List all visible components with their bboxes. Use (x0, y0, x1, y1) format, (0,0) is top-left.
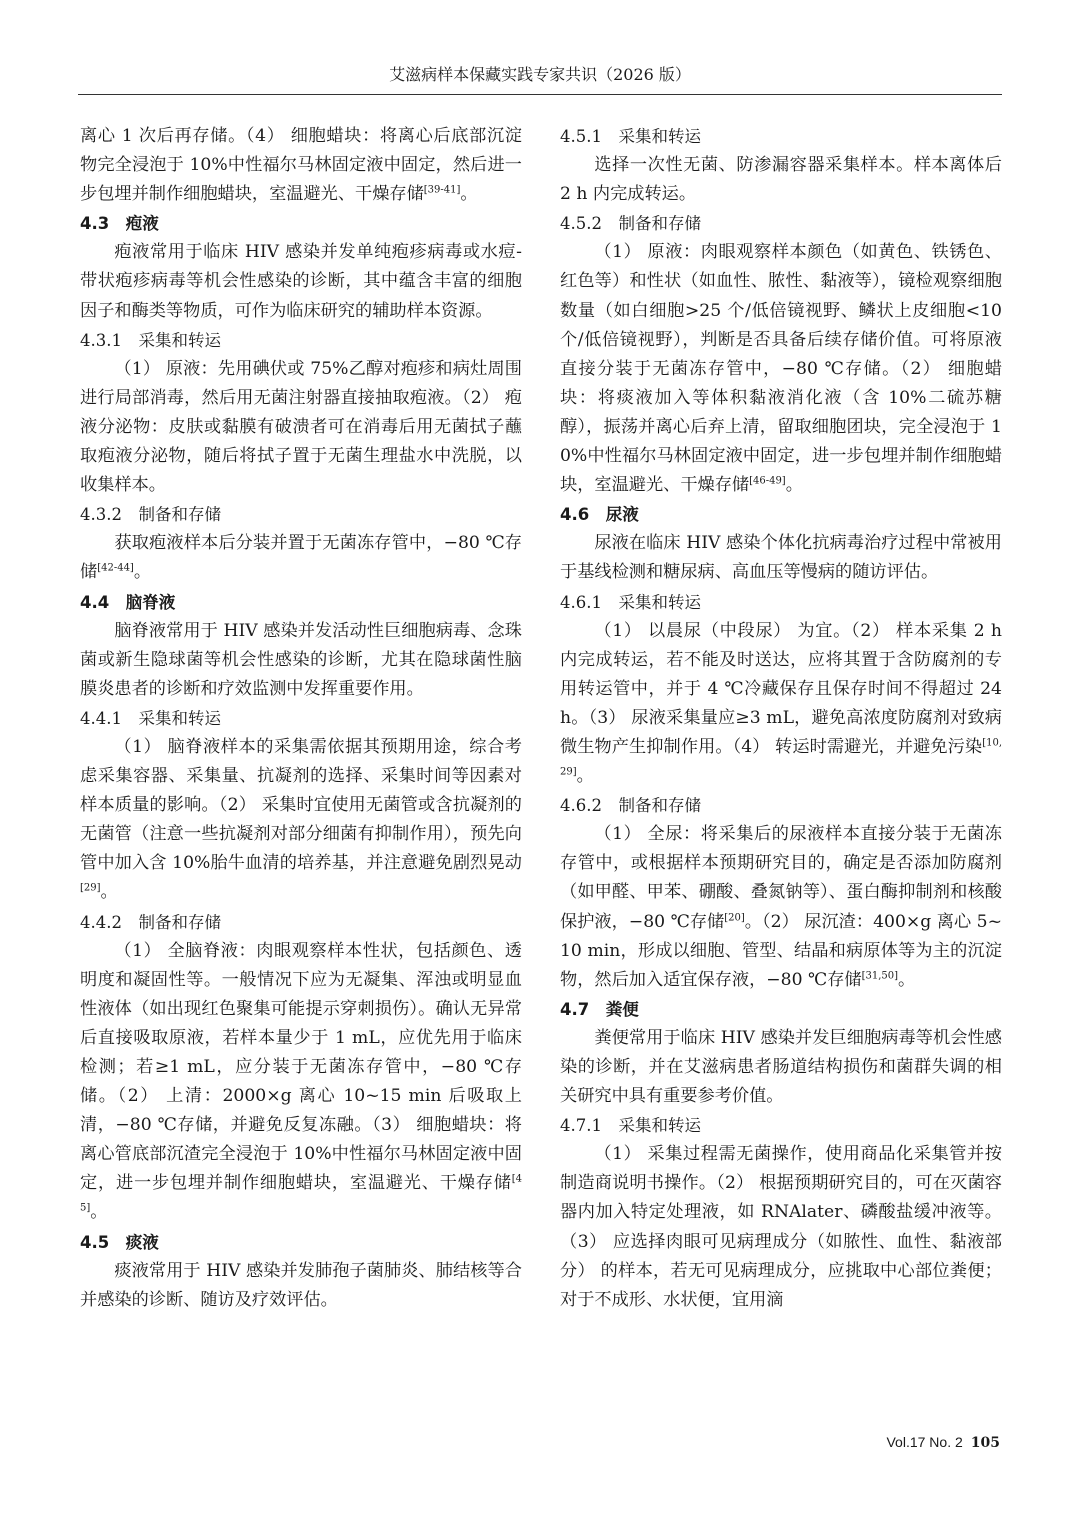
citation-ref: [20] (724, 911, 745, 923)
page-footer (886, 1434, 1000, 1451)
paragraph-text: 4.4.2 制备和存储 (80, 912, 221, 932)
subsection-heading (80, 908, 522, 937)
body-paragraph (80, 238, 522, 325)
body-paragraph (560, 238, 1002, 500)
paragraph-text: 选择一次性无菌、防渗漏容器采集样本。样本离体后 2 h 内完成转运。 (560, 155, 1002, 205)
subsection-heading (560, 209, 1002, 238)
paragraph-text: 粪便常用于临床 HIV 感染并发巨细胞病毒等机会性感染的诊断，并在艾滋病患者肠道结构损伤和菌群失调的相关研究中具有重要参考价值。 (560, 1027, 1002, 1107)
paragraph-text: 脑脊液常用于 HIV 感染并发活动性巨细胞病毒、念珠菌或新生隐球菌等机会性感染的诊断，尤其在隐球菌性脑膜炎患者的诊断和疗效监测中发挥重要作用。 (80, 620, 522, 699)
paragraph-text: 4.7 粪便 (560, 999, 639, 1019)
body-paragraph (80, 733, 522, 908)
paragraph-text: 4.5.2 制备和存储 (560, 214, 701, 234)
paragraph-text: 4.3 疱液 (80, 214, 159, 234)
paragraph-tail: 。 (133, 562, 152, 583)
paragraph-text: 4.5 痰液 (80, 1232, 159, 1252)
paragraph-tail: 。 (90, 1202, 108, 1223)
paragraph-text: （1） 以晨尿（中段尿） 为宜。（2） 样本采集 2 h 内完成转运，若不能及时送达，应将其置于含防腐剂的专用转运管中，并于 4 ℃冷藏保存且保存时间不得超过 24 h。（3） 尿液采集量应≥3 mL，避免高浓度防腐剂对致病微生物产生抑制作用。（4） 转运时需避光，并避免污染 (560, 620, 1002, 757)
paragraph-text: （1） 原液：肉眼观察样本颜色（如黄色、铁锈色、红色等）和性状（如血性、脓性、黏液等），镜检观察细胞数量（如白细胞>25 个/低倍镜视野、鳞状上皮细胞<10 个/低倍镜视野），判断是否具备后续存储价值。可将原液直接分装于无菌冻存管中，−80 ℃存储。（2） 细胞蜡块：将痰液加入等体积黏液消化液（含 10%二硫苏糖醇），振荡并离心后弃上清，留取细胞团块，完全浸泡于 10%中性福尔马林固定液中固定，进一步包埋并制作细胞蜡块，室温避光、干燥存储 (560, 242, 1002, 496)
citation-ref: [46-49] (749, 475, 786, 487)
paragraph-tail: 。 (576, 766, 594, 787)
paragraph-text: （1） 全尿：将采集后的尿液样本直接分装于无菌冻存管中，或根据样本预期研究目的，确定是否添加防腐剂（如甲醛、甲苯、硼酸、叠氮钠等）、蛋白酶抑制剂和核酸保护液，−80 ℃存储 (560, 824, 1002, 932)
subsection-heading (560, 122, 1002, 151)
body-paragraph (560, 529, 1002, 587)
section-heading (560, 500, 1002, 529)
section-heading (80, 588, 522, 617)
paragraph-text: 获取疱液样本后分装并置于无菌冻存管中，−80 ℃存储 (80, 533, 522, 583)
body-paragraph (560, 1024, 1002, 1111)
paragraph-text: 4.6.2 制备和存储 (560, 796, 701, 816)
paragraph-text: 4.5.1 采集和转运 (560, 127, 701, 146)
subsection-heading (560, 1111, 1002, 1140)
paragraph-text: （1） 原液：先用碘伏或 75%乙醇对疱疹和病灶周围进行局部消毒，然后用无菌注射器直接抽取疱液。（2） 疱液分泌物：皮肤或黏膜有破溃者可在消毒后用无菌拭子蘸取疱液分泌物，随后将拭子置于无菌生理盐水中洗脱，以收集样本。 (80, 358, 522, 496)
subsection-heading (560, 791, 1002, 820)
section-heading (80, 209, 522, 238)
body-paragraph (560, 1140, 1002, 1315)
body-paragraph (80, 529, 522, 587)
right-column (560, 122, 1002, 1315)
paragraph-text: （1） 采集过程需无菌操作，使用商品化采集管并按制造商说明书操作。（2） 根据预期研究目的，可在灭菌容器内加入特定处理液，如 RNAlater、磷酸盐缓冲液等。（3） 应选择肉眼可见病理成分（如脓性、血性、黏液部分） 的样本，若无可见病理成分，应挑取中心部位粪便；对于不成形、水状便，宜用滴 (560, 1144, 1002, 1310)
paragraph-tail: 。（2） 尿沉渣：400×g 离心 5~10 min，形成以细胞、管型、结晶和病原体等为主的沉淀物，然后加入适宜保存液，−80 ℃存储 (560, 911, 1002, 990)
citation-ref: [42-44] (97, 562, 134, 574)
paragraph-text: （1） 全脑脊液：肉眼观察样本性状，包括颜色、透明度和凝固性等。一般情况下应为无凝集、浑浊或明显血性液体（如出现红色聚集可能提示穿刺损伤）。确认无异常后直接吸取原液，若样本量少于 1 mL，应优先用于临床检测；若≥1 mL，应分装于无菌冻存管中，−80 ℃存储。（2） 上清：2000×g 离心 10~15 min 后吸取上清，−80 ℃存储，并避免反复冻融。（3） 细胞蜡块：将离心管底部沉渣完全浸泡于 10%中性福尔马林固定液中固定，进一步包埋并制作细胞蜡块，室温避光、干燥存储 (80, 940, 522, 1194)
body-paragraph (80, 937, 522, 1228)
section-heading (560, 995, 1002, 1024)
page-number: 105 (970, 1435, 1000, 1451)
paragraph-text: 4.4.1 采集和转运 (80, 708, 221, 728)
volume-issue: Vol.17 No. 2 (886, 1434, 963, 1450)
body-paragraph (80, 617, 522, 704)
body-paragraph (80, 1257, 522, 1315)
paragraph-text: 4.7.1 采集和转运 (560, 1116, 701, 1136)
paragraph-tail: 。 (898, 969, 916, 990)
paragraph-text: 疱液常用于临床 HIV 感染并发单纯疱疹病毒或水痘-带状疱疹病毒等机会性感染的诊断，其中蕴含丰富的细胞因子和酶类等物质，可作为临床研究的辅助样本资源。 (80, 242, 522, 321)
header-rule (78, 94, 1002, 95)
subsection-heading (80, 704, 522, 733)
body-paragraph (560, 151, 1002, 209)
subsection-heading (80, 326, 522, 355)
citation-ref: [45] (80, 1173, 522, 1214)
left-column (80, 122, 522, 1315)
citation-ref: [10,29] (560, 737, 1002, 778)
body-paragraph (80, 122, 522, 209)
paragraph-tail: 。 (100, 882, 118, 903)
paragraph-text: 4.3.1 采集和转运 (80, 330, 221, 350)
paragraph-text: 离心 1 次后再存储。（4） 细胞蜡块：将离心后底部沉淀物完全浸泡于 10%中性福尔马林固定液中固定，然后进一步包埋并制作细胞蜡块，室温避光、干燥存储 (80, 126, 522, 205)
paragraph-text: 4.3.2 制备和存储 (80, 505, 221, 525)
subsection-heading (80, 500, 522, 529)
body-paragraph (560, 820, 1002, 995)
paragraph-text: （1） 脑脊液样本的采集需依据其预期用途，综合考虑采集容器、采集量、抗凝剂的选择、采集时间等因素对样本质量的影响。（2） 采集时宜使用无菌管或含抗凝剂的无菌管（注意一些抗凝剂对部分细菌有抑制作用），预先向管中加入含 10%胎牛血清的培养基，并注意避免剧烈晃动 (80, 736, 522, 874)
subsection-heading (560, 588, 1002, 617)
body-paragraph (560, 617, 1002, 792)
paragraph-tail: 。 (785, 475, 803, 496)
paragraph-tail: 。 (460, 184, 478, 205)
citation-ref: [31,50] (861, 969, 899, 981)
body-paragraph (80, 355, 522, 500)
paragraph-text: 痰液常用于 HIV 感染并发肺孢子菌肺炎、肺结核等合并感染的诊断、随访及疗效评估。 (80, 1260, 522, 1310)
paragraph-text: 4.6.1 采集和转运 (560, 592, 701, 612)
running-header: 艾滋病样本保藏实践专家共识（2026 版） (389, 65, 691, 84)
citation-ref: [39-41] (423, 184, 461, 196)
section-heading (80, 1228, 522, 1257)
paragraph-text: 4.6 尿液 (560, 505, 639, 525)
paragraph-text: 尿液在临床 HIV 感染个体化抗病毒治疗过程中常被用于基线检测和糖尿病、高血压等慢病的随访评估。 (560, 533, 1002, 583)
citation-ref: [29] (80, 882, 101, 894)
paragraph-text: 4.4 脑脊液 (80, 592, 176, 612)
